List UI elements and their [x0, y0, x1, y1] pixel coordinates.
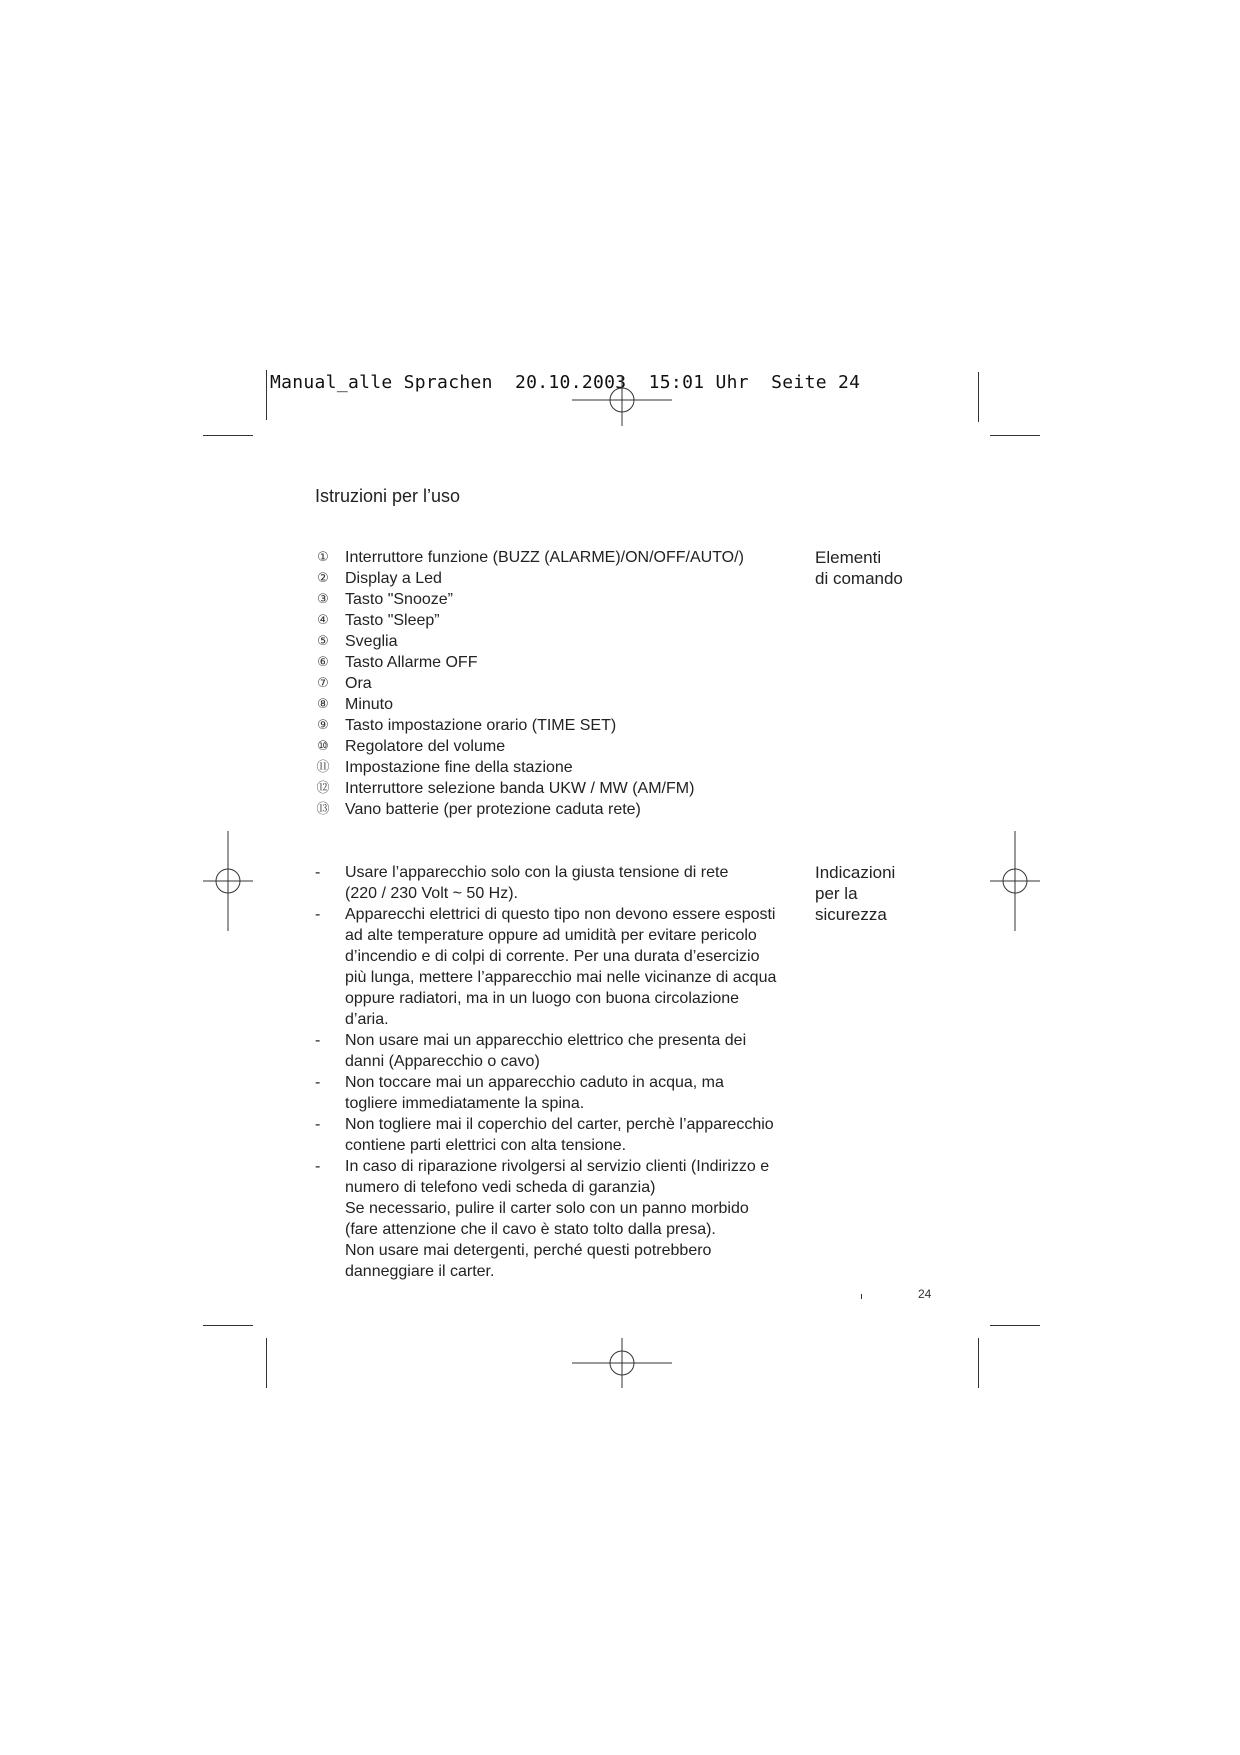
- safety-text-line: d’aria.: [345, 1011, 389, 1028]
- safety-text-line: oppure radiatori, ma in un luogo con buona circolazione: [345, 990, 740, 1007]
- crop-mark-top-right-horizontal: [990, 435, 1040, 436]
- safety-text-line: Usare l’apparecchio solo con la giusta tensione di rete: [345, 864, 729, 881]
- safety-text-line: Non usare mai detergenti, perché questi potrebbero: [345, 1242, 712, 1259]
- crop-mark-top-left-horizontal: [203, 435, 253, 436]
- control-item: [315, 715, 795, 736]
- safety-text-line: Non togliere mai il coperchio del carter, perchè l’apparecchio: [345, 1116, 774, 1133]
- safety-label-line-2: per la: [815, 884, 858, 903]
- control-text: Tasto impostazione orario (TIME SET): [345, 716, 617, 734]
- bullet-dash: -: [315, 1158, 321, 1175]
- control-number: ⑩: [317, 738, 329, 754]
- control-text: Vano batterie (per protezione caduta rete): [345, 800, 641, 818]
- safety-text: [345, 1156, 795, 1282]
- control-item: [315, 757, 795, 778]
- safety-text-line: (fare attenzione che il cavo è stato tolto dalla presa).: [345, 1221, 716, 1238]
- controls-label-line-2: di comando: [815, 569, 903, 588]
- safety-text-line: ad alte temperature oppure ad umidità per evitare pericolo: [345, 927, 757, 944]
- control-number: ⑥: [317, 654, 329, 670]
- print-slug: Manual_alle Sprachen 20.10.2003 15:01 Uhr Seite 24: [270, 372, 861, 393]
- controls-list: [315, 547, 795, 820]
- safety-text-line: Non usare mai un apparecchio elettrico che presenta dei: [345, 1032, 747, 1049]
- safety-text-line: Se necessario, pulire il carter solo con un panno morbido: [345, 1200, 749, 1217]
- safety-text-line: più lunga, mettere l’apparecchio mai nelle vicinanze di acqua: [345, 969, 777, 986]
- footer-tick: [861, 1294, 862, 1299]
- safety-item: [315, 1030, 795, 1072]
- safety-text-line: Apparecchi elettrici di questo tipo non devono essere esposti: [345, 906, 776, 923]
- safety-label-line-3: sicurezza: [815, 905, 887, 924]
- controls-label-line-1: Elementi: [815, 548, 882, 567]
- safety-section-label: [815, 862, 895, 925]
- control-text: Regolatore del volume: [345, 737, 506, 755]
- control-item: [315, 652, 795, 673]
- safety-text-line: numero di telefono vedi scheda di garanzia): [345, 1179, 656, 1196]
- safety-text-line: danni (Apparecchio o cavo): [345, 1053, 540, 1070]
- control-number: ⑬: [316, 801, 330, 817]
- control-item: [315, 694, 795, 715]
- control-text: Sveglia: [345, 632, 398, 650]
- safety-item: [315, 1072, 795, 1114]
- bullet-dash: -: [315, 1074, 321, 1091]
- control-item: [315, 568, 795, 589]
- control-item: [315, 799, 795, 820]
- registration-mark-left: [203, 831, 253, 931]
- bullet-dash: -: [315, 906, 321, 923]
- safety-text: [345, 1072, 795, 1114]
- safety-text: [345, 862, 795, 904]
- crop-mark-top-left-vertical: [266, 370, 267, 420]
- control-item: [315, 778, 795, 799]
- control-number: ⑪: [316, 759, 330, 775]
- control-item: [315, 631, 795, 652]
- crop-mark-bottom-right-horizontal: [990, 1325, 1040, 1326]
- safety-label-line-1: Indicazioni: [815, 863, 896, 882]
- page-title: Istruzioni per l’uso: [315, 486, 461, 506]
- registration-mark-right: [990, 831, 1040, 931]
- control-text: Tasto "Sleep”: [345, 611, 440, 629]
- controls-section-label: [815, 547, 903, 589]
- control-number: ⑧: [317, 696, 329, 712]
- control-number: ②: [317, 570, 329, 586]
- control-item: [315, 736, 795, 757]
- safety-text-line: In caso di riparazione rivolgersi al servizio clienti (Indirizzo e: [345, 1158, 770, 1175]
- control-item: [315, 610, 795, 631]
- crop-mark-bottom-left-horizontal: [203, 1325, 253, 1326]
- safety-text-line: d’incendio e di colpi di corrente. Per una durata d’esercizio: [345, 948, 760, 965]
- control-number: ④: [317, 612, 329, 628]
- control-text: Display a Led: [345, 569, 442, 587]
- safety-item: [315, 904, 795, 1030]
- crop-mark-bottom-right-vertical: [978, 1338, 979, 1388]
- crop-mark-top-right-vertical: [978, 372, 979, 422]
- control-text: Tasto "Snooze”: [345, 590, 453, 608]
- control-item: [315, 673, 795, 694]
- registration-mark-top: [572, 376, 672, 426]
- bullet-dash: -: [315, 1032, 321, 1049]
- control-text: Minuto: [345, 695, 394, 713]
- control-number: ③: [317, 591, 329, 607]
- registration-mark-bottom: [572, 1338, 672, 1388]
- safety-list: [315, 862, 795, 1282]
- control-item: [315, 547, 795, 568]
- crop-mark-bottom-left-vertical: [266, 1338, 267, 1388]
- safety-text-line: contiene parti elettrici con alta tensione.: [345, 1137, 627, 1154]
- bullet-dash: -: [315, 864, 321, 881]
- control-text: Interruttore selezione banda UKW / MW (AM/FM): [345, 779, 695, 797]
- safety-item: [315, 862, 795, 904]
- bullet-dash: -: [315, 1116, 321, 1133]
- safety-item: [315, 1114, 795, 1156]
- safety-text-line: togliere immediatamente la spina.: [345, 1095, 585, 1112]
- safety-text: [345, 904, 795, 1030]
- control-number: ⑫: [316, 780, 330, 796]
- control-text: Interruttore funzione (BUZZ (ALARME)/ON/OFF/AUTO/): [345, 548, 744, 566]
- safety-text: [345, 1114, 795, 1156]
- control-text: Impostazione fine della stazione: [345, 758, 573, 776]
- safety-text-line: danneggiare il carter.: [345, 1263, 495, 1280]
- safety-text-line: (220 / 230 Volt ~ 50 Hz).: [345, 885, 518, 902]
- control-text: Tasto Allarme OFF: [345, 653, 478, 671]
- control-number: ⑨: [317, 717, 329, 733]
- control-text: Ora: [345, 674, 372, 692]
- safety-text-line: Non toccare mai un apparecchio caduto in acqua, ma: [345, 1074, 724, 1091]
- control-item: [315, 589, 795, 610]
- control-number: ⑦: [317, 675, 329, 691]
- control-number: ①: [317, 549, 329, 565]
- page-number: 24: [918, 1287, 932, 1301]
- safety-item: [315, 1156, 795, 1282]
- control-number: ⑤: [317, 633, 329, 649]
- safety-text: [345, 1030, 795, 1072]
